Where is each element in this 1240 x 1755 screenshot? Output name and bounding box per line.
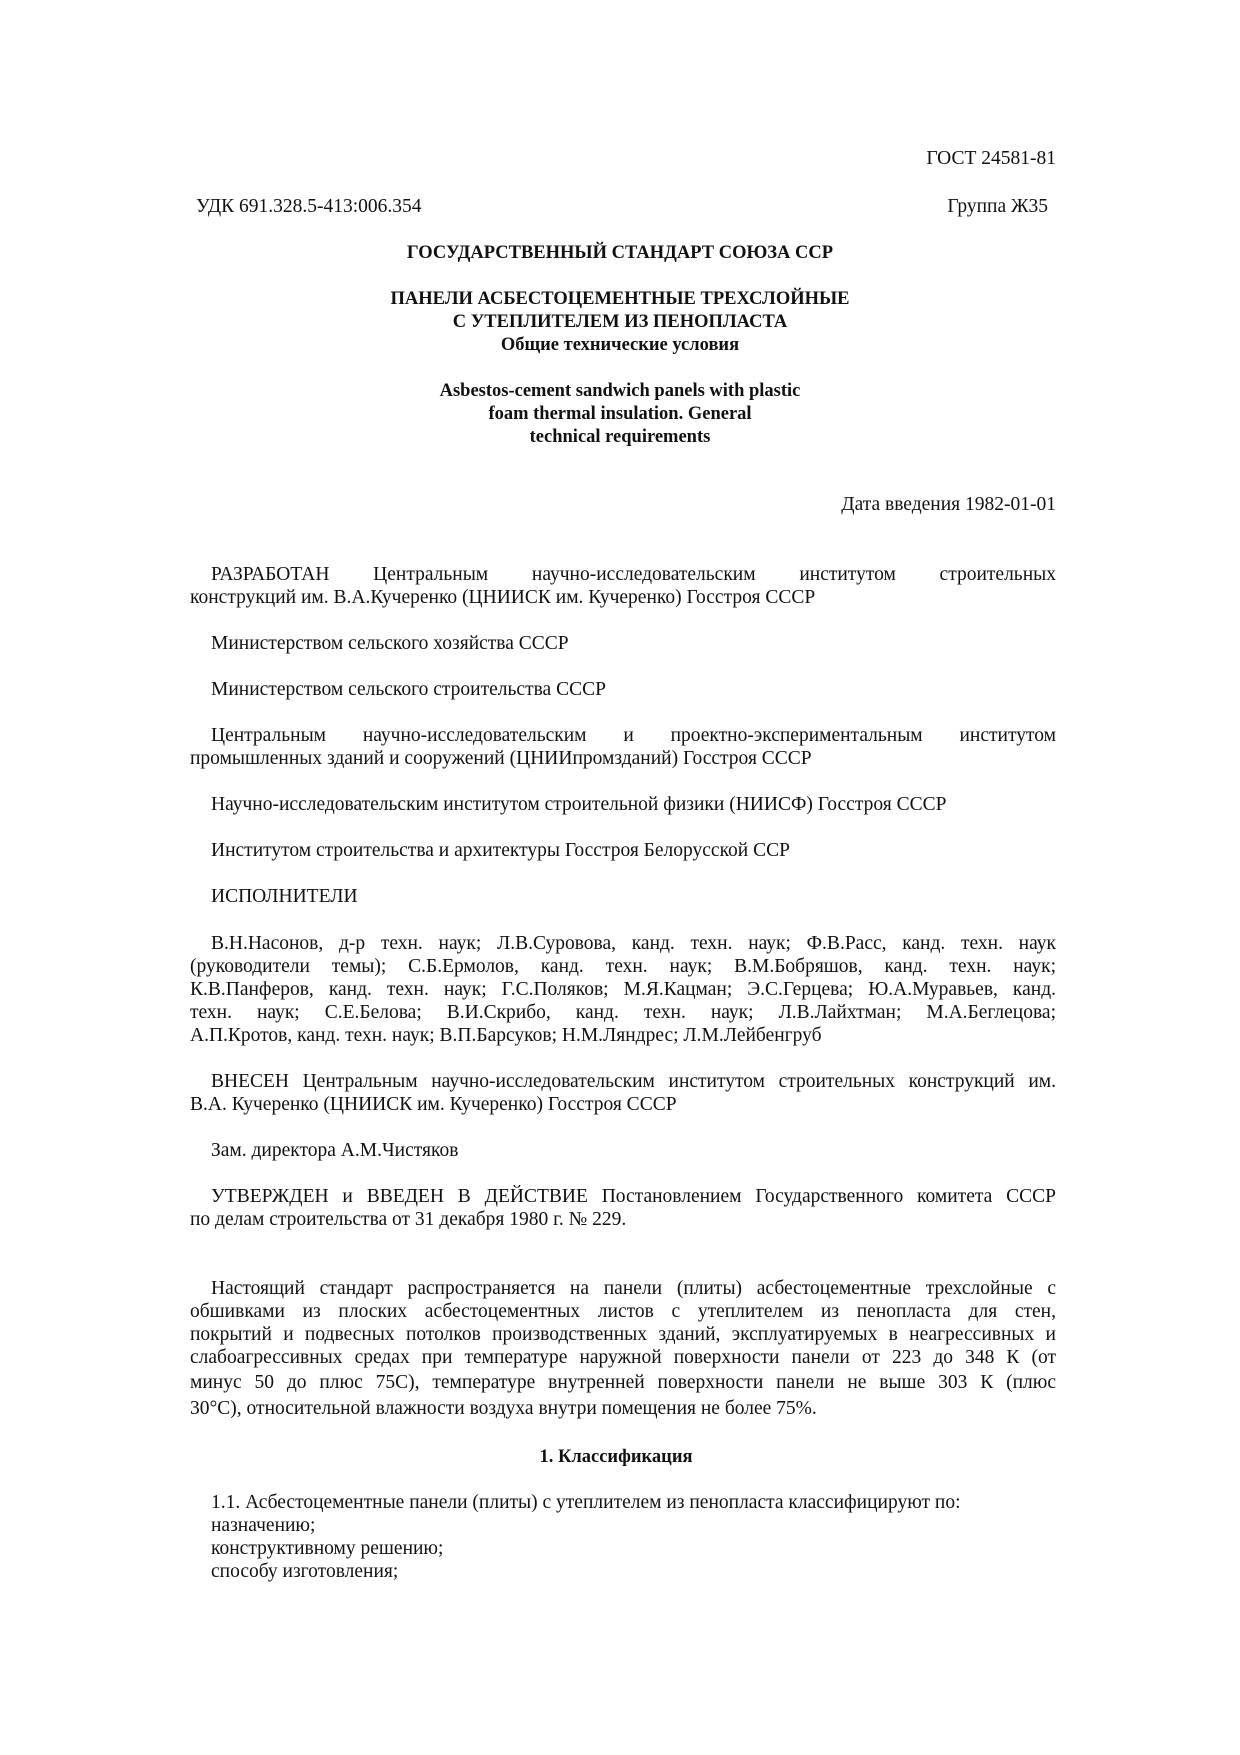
scope-line-6: 30°С), относительной влажности воздуха внутри помещения не более 75%. [190,1398,817,1419]
approved-line-1: УТВЕРЖДЕН и ВВЕДЕН В ДЕЙСТВИЕ Постановлением Государственного комитета СССР [211,1186,1056,1207]
word: научно-исследовательским [362,725,587,746]
udk-code: УДК 691.328.5-413:006.354 [196,196,422,217]
english-title-line-3: technical requirements [529,427,711,447]
document-subtitle: Общие технические условия [500,335,740,355]
english-title-line-2: foam thermal insulation. General [488,404,752,424]
word: РАЗРАБОТАН [211,564,330,585]
word: проектно-экспериментальным [670,725,923,746]
developed-by-line-1 [211,564,1056,586]
tsniipromzdaniy-line-1 [211,725,1056,747]
scope-line-2: обшивками из плоских асбестоцементных листов с утеплителем из пенопласта для стен, [190,1301,1056,1322]
executors-line-2: (руководители темы); С.Б.Ермолов, канд. техн. наук; В.М.Бобряшов, канд. техн. наук; [190,956,1056,977]
belarus-institute: Институтом строительства и архитектуры Госстроя Белорусской ССР [211,840,790,861]
word: строительных [939,564,1056,585]
ministry-agriculture: Министерством сельского хозяйства СССР [211,633,569,654]
tsniipromzdaniy-line-2: промышленных зданий и сооружений (ЦНИИпромзданий) Госстроя СССР [190,748,812,769]
introduced-by-line-1: ВНЕСЕН Центральным научно-исследовательским институтом строительных конструкций им. [211,1071,1056,1092]
deputy-director: Зам. директора А.М.Чистяков [211,1140,459,1161]
word: институтом [959,725,1056,746]
scope-line-1: Настоящий стандарт распространяется на панели (плиты) асбестоцементные трехслойные с [211,1278,1056,1299]
document-page [190,0,1056,1755]
scope-line-3: покрытий и подвесных потолков производственных зданий, эксплуатируемых в неагрессивных и [190,1324,1056,1345]
group-code: Группа Ж35 [947,196,1048,217]
introduction-date: Дата введения 1982-01-01 [841,494,1056,515]
word: Центральным [211,725,327,746]
introduced-by-line-2: В.А. Кучеренко (ЦНИИСК им. Кучеренко) Госстроя СССР [190,1094,677,1115]
ministry-rural-construction: Министерством сельского строительства СССР [211,679,606,700]
state-standard-title: ГОСУДАРСТВЕННЫЙ СТАНДАРТ СОЮЗА ССР [406,243,834,263]
criterion-design: конструктивному решению; [211,1538,444,1559]
approved-line-2: по делам строительства от 31 декабря 1980 г. № 229. [190,1209,627,1230]
criterion-manufacturing: способу изготовления; [211,1561,399,1582]
word: научно-исследовательским [531,564,756,585]
scope-line-5: минус 50 до плюс 75С), температуре внутренней поверхности панели не выше 303 К (плюс [190,1372,1056,1393]
word: Центральным [373,564,489,585]
niisf-institute: Научно-исследовательским институтом строительной физики (НИИСФ) Госстроя СССР [211,794,947,815]
item-1-1: 1.1. Асбестоцементные панели (плиты) с утеплителем из пенопласта классифицируют по: [211,1492,961,1513]
document-title-line-2: С УТЕПЛИТЕЛЕМ ИЗ ПЕНОПЛАСТА [452,312,788,332]
executors-line-4: техн. наук; С.Е.Белова; В.И.Скрибо, канд. техн. наук; Л.В.Лайхтман; М.А.Беглецова; [190,1002,1056,1023]
word: и [623,725,634,746]
scope-line-4: слабоагрессивных средах при температуре наружной поверхности панели от 223 до 348 К (от [190,1347,1056,1368]
section-1-heading: 1. Классификация [539,1447,693,1467]
document-title-line-1: ПАНЕЛИ АСБЕСТОЦЕМЕНТНЫЕ ТРЕХСЛОЙНЫЕ [390,289,850,309]
word: институтом [799,564,896,585]
executors-line-3: К.В.Панферов, канд. техн. наук; Г.С.Поляков; М.Я.Кацман; Э.С.Герцева; Ю.А.Муравьев, канд. [190,979,1056,1000]
executors-line-1: В.Н.Насонов, д-р техн. наук; Л.В.Суровова, канд. техн. наук; Ф.В.Расс, канд. техн. наук [211,933,1056,954]
gost-number: ГОСТ 24581-81 [926,148,1056,169]
english-title-line-1: Asbestos-cement sandwich panels with plastic [439,381,801,401]
developed-by-line-2: конструкций им. В.А.Кучеренко (ЦНИИСК им. Кучеренко) Госстроя СССР [190,587,816,608]
criterion-purpose: назначению; [211,1515,316,1536]
executors-line-5: А.П.Кротов, канд. техн. наук; В.П.Барсуков; Н.М.Ляндрес; Л.М.Лейбенгруб [190,1025,822,1046]
executors-heading: ИСПОЛНИТЕЛИ [211,886,358,907]
